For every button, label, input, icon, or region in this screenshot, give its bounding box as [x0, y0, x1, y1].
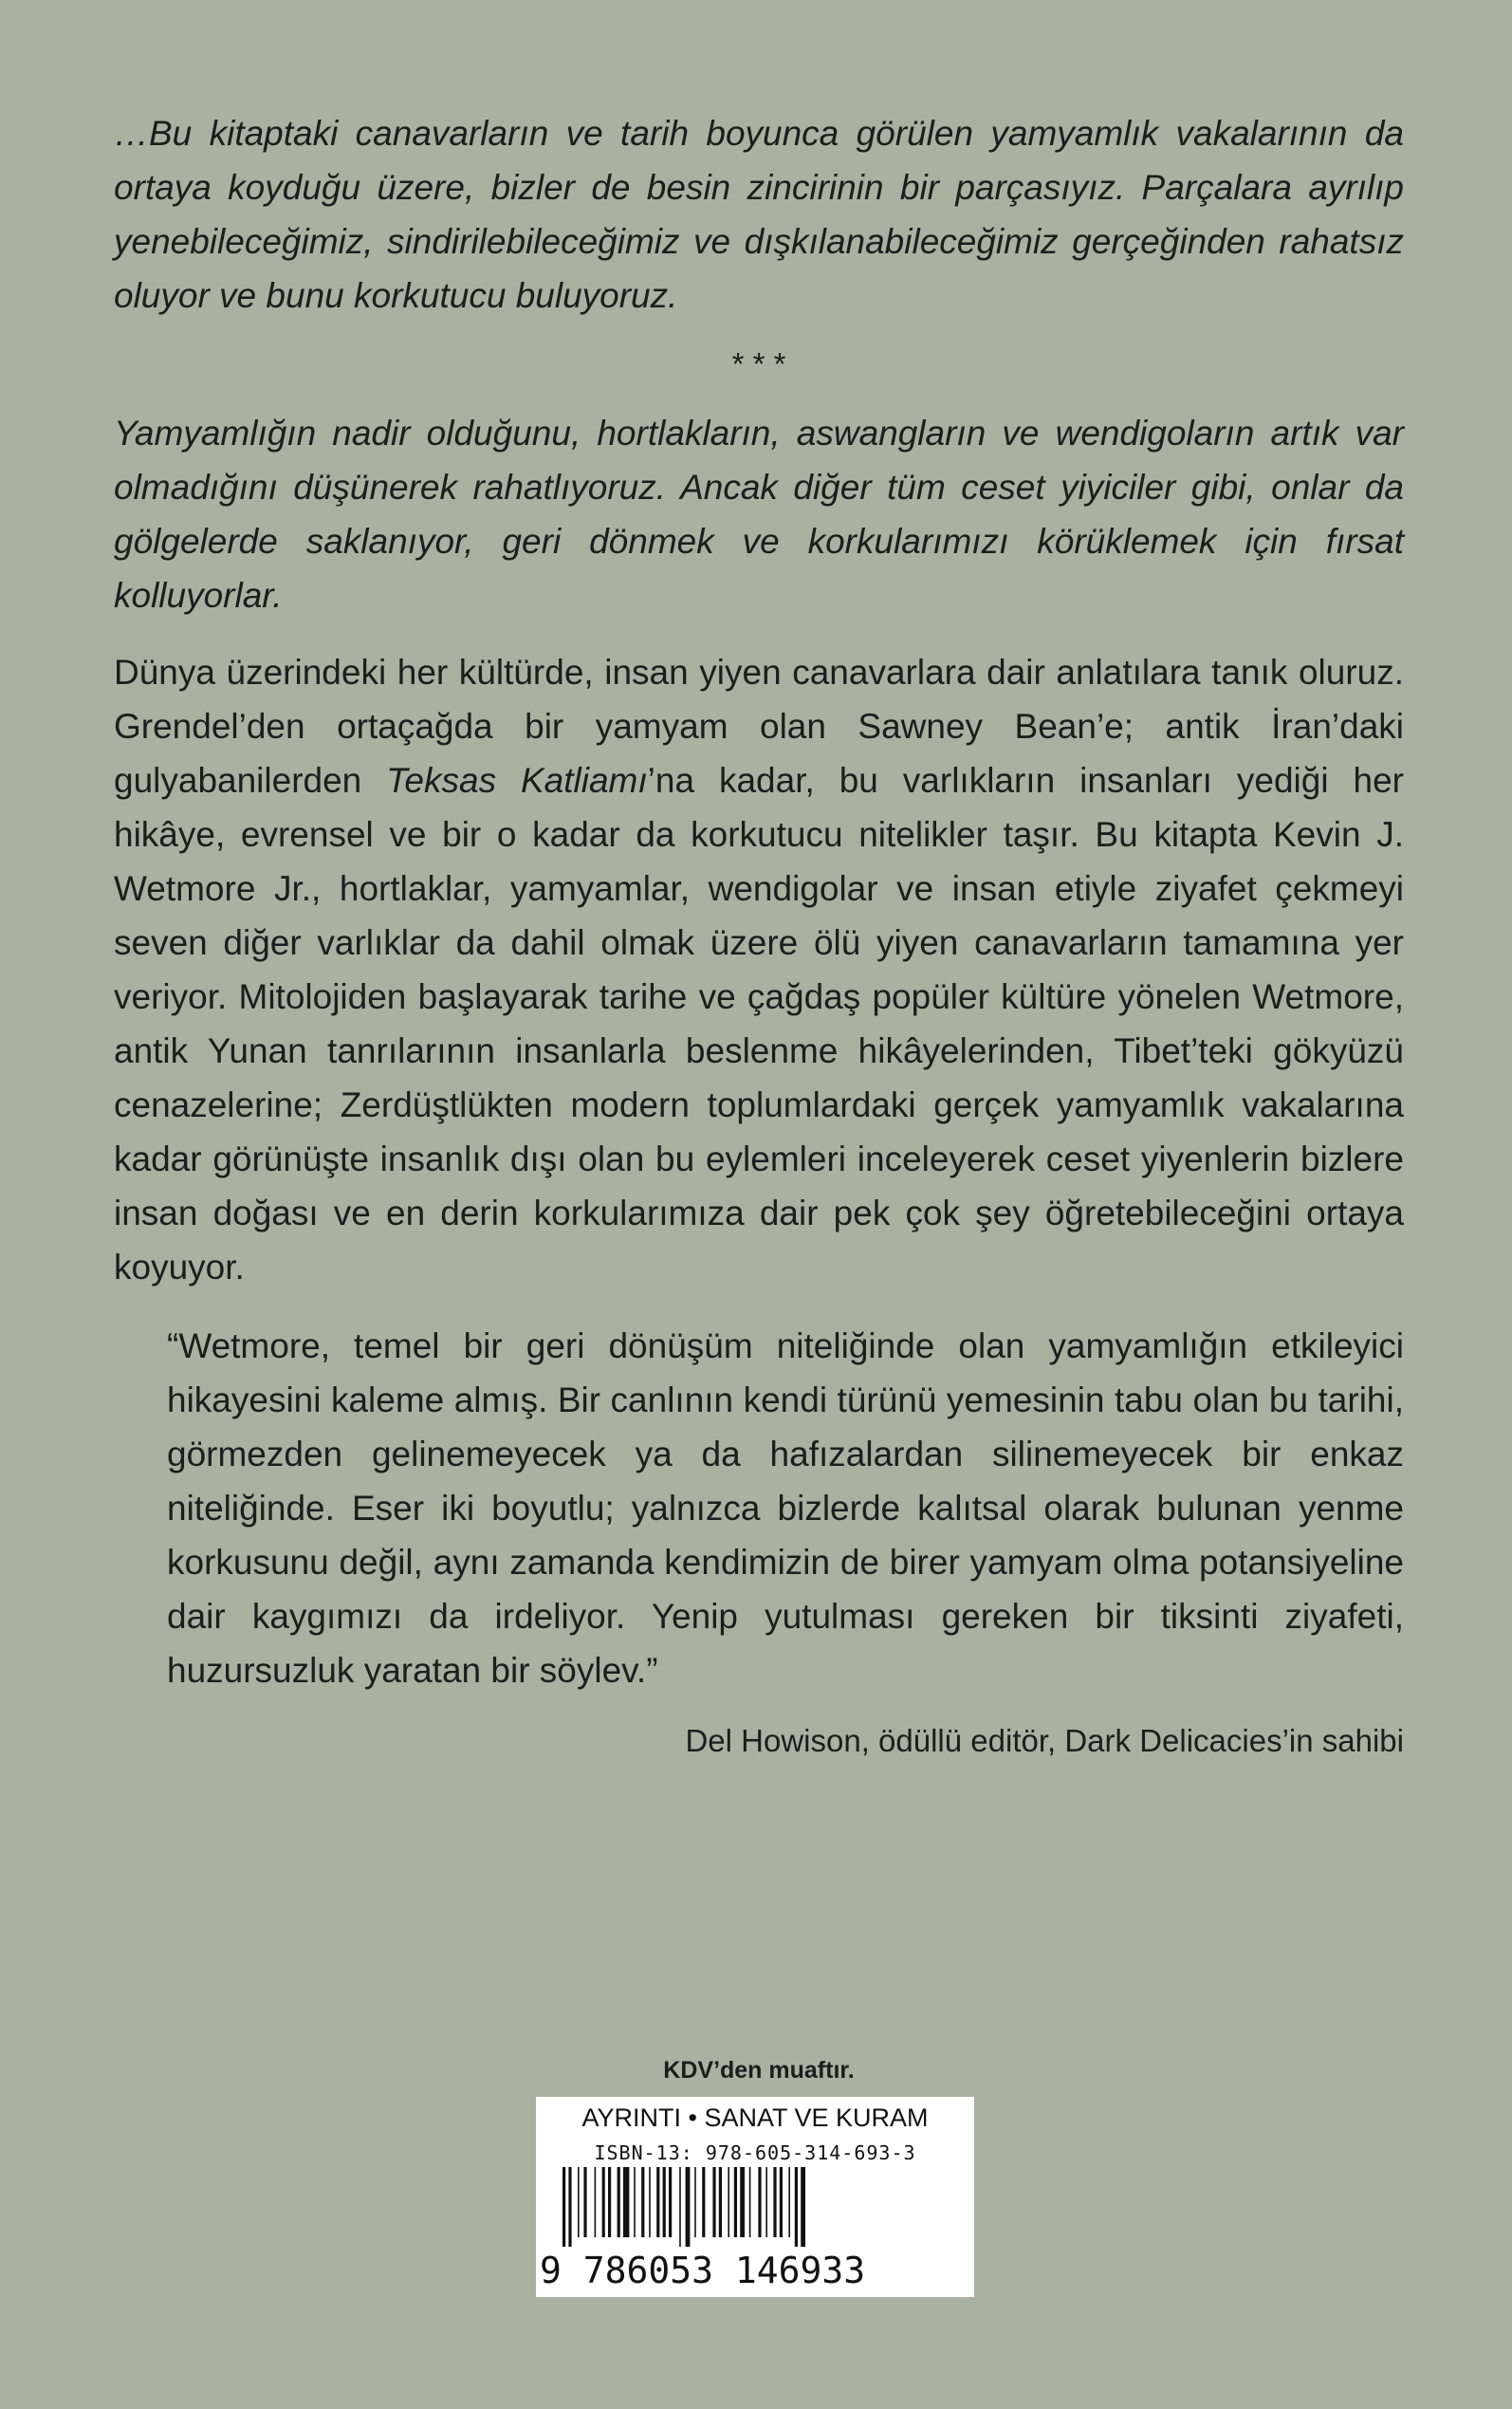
barcode-bar: [694, 2167, 696, 2237]
barcode-bar: [649, 2167, 651, 2237]
barcode-bar: [679, 2167, 681, 2247]
tax-exempt-note: KDV’den muaftır.: [663, 2057, 855, 2084]
barcode-bar: [568, 2167, 571, 2247]
barcode-bar: [608, 2167, 611, 2237]
barcode-bar: [562, 2167, 565, 2247]
section-separator: * * *: [731, 346, 786, 381]
barcode-bar: [702, 2167, 705, 2237]
barcode-bars: [562, 2167, 950, 2247]
intro-quote-text: …Bu kitaptaki canavarların ve tarih boyunca görülen yamyamlık vakalarının da ortaya koyduğu üzere, bizler de besin zincirinin bir parçasıyız. Parçalara ayrılıp yenebileceğimiz, sindirilebileceğimiz ve dışkılanabileceğimiz gerçeğinden rahatsız oluyor ve bunu korkutucu buluyoruz.: [114, 114, 1404, 315]
barcode-bar: [773, 2167, 776, 2237]
recap-block: [114, 406, 1404, 622]
recap-text: Yamyamlığın nadir olduğunu, hortlakların, aswangların ve wendigoların artık var olmadığını düşünerek rahatlıyoruz. Ancak diğer tüm ceset yiyiciler gibi, onlar da gölgelerde saklanıyor, geri dönmek ve korkularımızı körüklemek için fırsat kolluyorlar.: [114, 414, 1404, 615]
intro-quote-block: [114, 106, 1404, 323]
barcode-bar: [734, 2167, 737, 2237]
barcode-bar: [641, 2167, 644, 2237]
description-text-end: ’na kadar, bu varlıkların insanları yediği her hikâye, evrensel ve bir o kadar da korkutucu nitelikler taşır. Bu kitapta Kevin J. Wetmore Jr., hortlaklar, yamyamlar, wendigolar ve insan etiyle ziyafet çekmeyi seven diğer varlıklar da dahil olmak üzere ölü yiyen canavarların tamamına yer veriyor. Mitolojiden başlayarak tarihe ve çağdaş popüler kültüre yönelen Wetmore, antik Yunan tanrılarının insanlarla beslenme hikâyelerinden, Tibet’teki gökyüzü cenazelerine; Zerdüştlükten modern toplumlardaki gerçek yamyamlık vakalarına kadar görünüşte insanlık dışı olan bu eylemleri inceleyerek ceset yiyenlerin bizlere insan doğası ve en derin korkularımıza dair pek çok şey öğretebileceğini ortaya koyuyor.: [114, 761, 1404, 1287]
barcode-bar: [712, 2167, 715, 2237]
barcode-bar: [669, 2167, 672, 2237]
description-text-start: Dünya üzerindeki her kültürde, insan yiyen canavarlara dair anlatılara tanık oluruz. Grendel’den ortaçağda bir yamyam olan Sawney Bean’e; antik İran’daki gulyabanilerden: [114, 653, 1404, 800]
barcode-bar: [780, 2167, 783, 2237]
barcode-bar: [595, 2167, 597, 2237]
review-quote-text: “Wetmore, temel bir geri dönüşüm niteliğinde olan yamyamlığın etkileyici hikayesini kaleme almış. Bir canlının kendi türünü yemesinin tabu olan bu tarihi, görmezden gelinemeyecek ya da hafızalardan silinemeyecek bir enkaz niteliğinde. Eser iki boyutlu; yalnızca bizlerde kalıtsal olarak bulunan yenme korkusunu değil, aynı zamanda kendimizin de birer yamyam olma potansiyeline dair kaygımızı da irdeliyor. Yenip yutulması gereken bir tiksinti ziyafeti, huzursuzluk yaratan bir söylev.”: [167, 1326, 1404, 1690]
description-paragraph: [114, 645, 1404, 1294]
barcode-bar: [663, 2167, 666, 2237]
barcode-bar: [623, 2167, 629, 2237]
barcode-bar: [749, 2167, 751, 2237]
barcode-bar: [728, 2167, 729, 2237]
barcode-bar: [686, 2167, 691, 2247]
review-quote: [167, 1319, 1404, 1697]
barcode-bar: [656, 2167, 659, 2237]
barcode-bar: [583, 2167, 586, 2237]
barcode-bar: [795, 2167, 798, 2247]
barcode-bar: [801, 2167, 805, 2247]
barcode-bar: [740, 2167, 745, 2237]
quote-attribution: Del Howison, ödüllü editör, Dark Delicacies’in sahibi: [685, 1723, 1404, 1758]
barcode-digits: 9 786053 146933: [540, 2250, 866, 2291]
barcode-bar: [765, 2167, 767, 2237]
barcode-bar: [578, 2167, 580, 2237]
isbn-label: ISBN-13: 978-605-314-693-3: [594, 2141, 916, 2164]
book-description: [114, 645, 1404, 1294]
barcode-bar: [788, 2167, 790, 2237]
publisher-series-label: AYRINTI • SANAT VE KURAM: [581, 2103, 929, 2132]
isbn-barcode: [536, 2097, 974, 2297]
barcode-bar: [618, 2167, 620, 2237]
film-title: Teksas Katliamı: [386, 761, 648, 800]
barcode-bar: [602, 2167, 605, 2237]
barcode-bar: [719, 2167, 722, 2237]
barcode-bar: [634, 2167, 636, 2237]
barcode-bar: [758, 2167, 761, 2237]
